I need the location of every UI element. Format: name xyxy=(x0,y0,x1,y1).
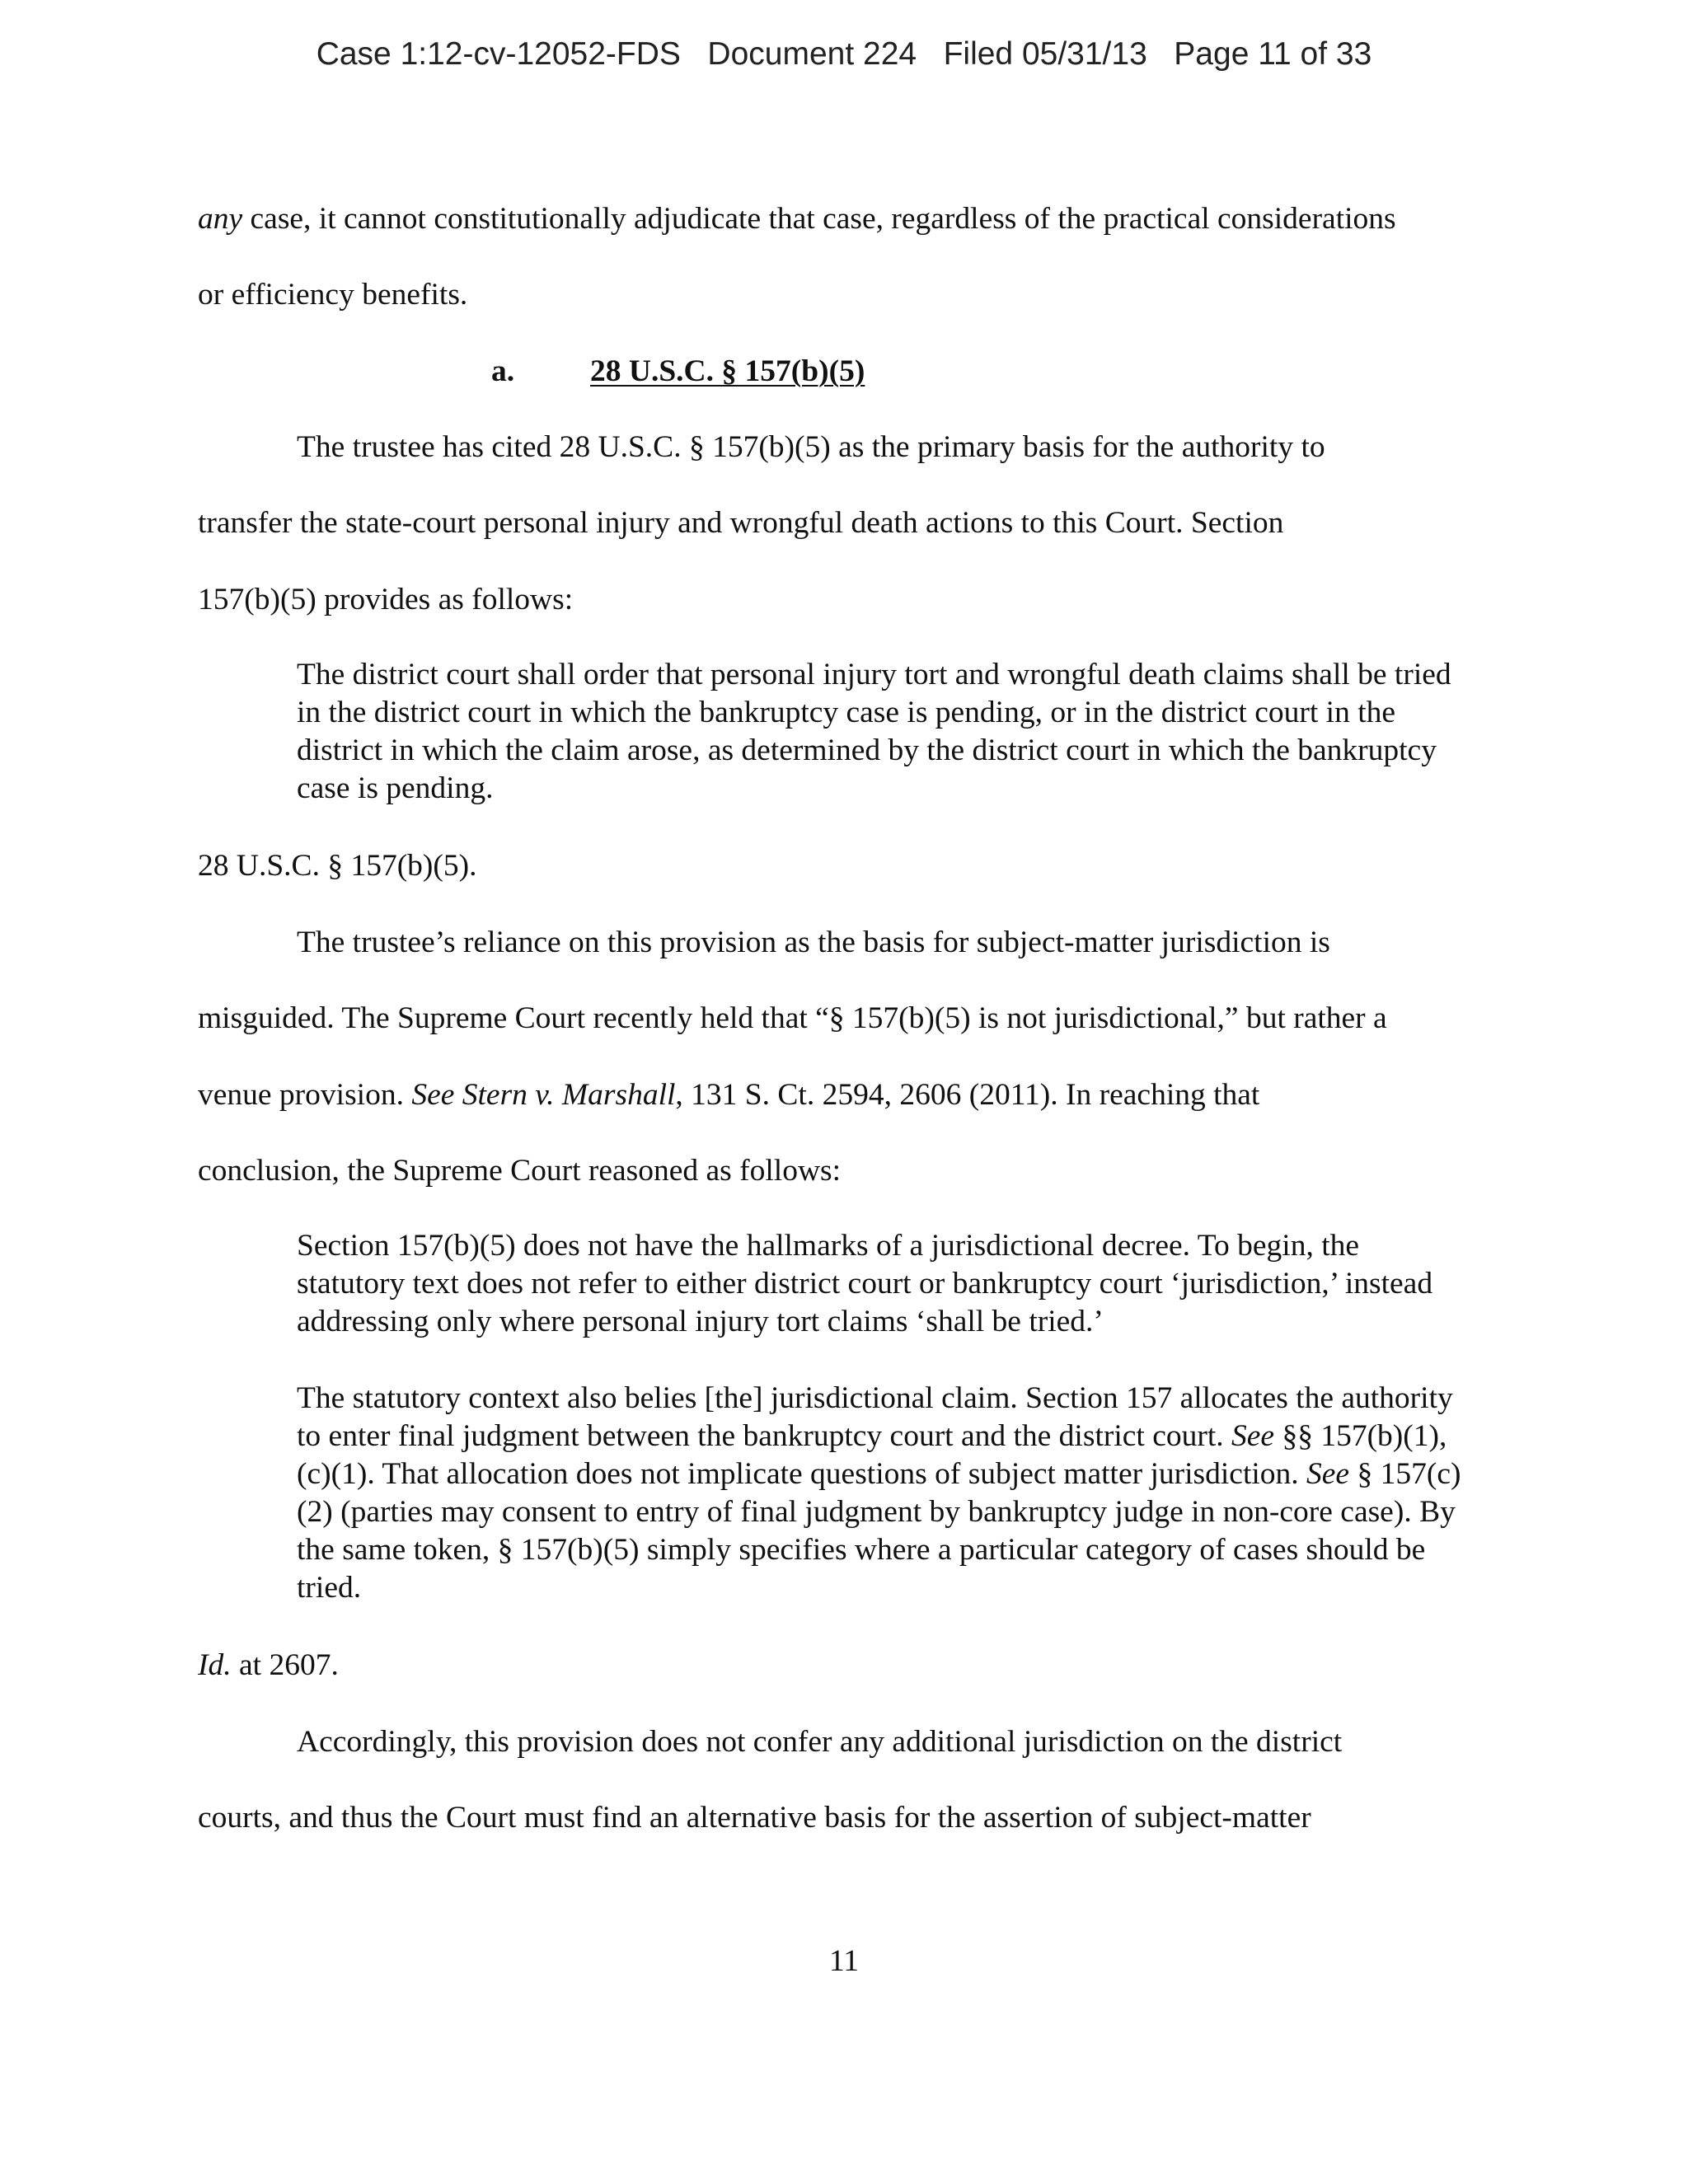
id-citation: Id. xyxy=(198,1648,232,1682)
signal-see: See xyxy=(1306,1457,1350,1491)
body-text: , 131 S. Ct. 2594, 2606 (2011). In reaching that xyxy=(675,1078,1260,1112)
body-line: The trustee has cited 28 U.S.C. § 157(b)(5) as the primary basis for the authority to xyxy=(297,430,1325,464)
body-line: courts, and thus the Court must find an alternative basis for the assertion of subject-matter xyxy=(198,1801,1311,1835)
quote-text: §§ 157(b)(1), (c)(1). That allocation does not implicate questions of subject matter jurisdiction. xyxy=(297,1419,1447,1491)
body-line: 157(b)(5) provides as follows: xyxy=(198,583,574,616)
body-line: Accordingly, this provision does not confer any additional jurisdiction on the district xyxy=(297,1725,1343,1759)
document-number: Document 224 xyxy=(707,36,917,72)
block-quote xyxy=(297,1380,1467,1607)
body-text: venue provision. xyxy=(198,1078,412,1112)
signal-see: See xyxy=(1231,1419,1275,1453)
body-line: misguided. The Supreme Court recently held that “§ 157(b)(5) is not jurisdictional,” but rather a xyxy=(198,1001,1387,1035)
body-line: transfer the state-court personal injury and wrongful death actions to this Court. Section xyxy=(198,506,1284,540)
quote-text: § 157(c)(2) (parties may consent to entry of final judgment by bankruptcy judge in non-core case). By the same token, § 157(b)(5) simply specifies where a particular category of cases should be tried. xyxy=(297,1457,1461,1605)
body-line xyxy=(198,1080,1259,1111)
citation: 28 U.S.C. § 157(b)(5). xyxy=(198,849,477,883)
body-line: or efficiency benefits. xyxy=(198,278,468,312)
quote-text: The statutory context also belies [the] jurisdictional claim. Section 157 allocates the authority to enter final judgment between the bankruptcy court and the district court. xyxy=(297,1381,1453,1453)
case-citation: See Stern v. Marshall xyxy=(411,1078,676,1112)
body-line xyxy=(198,204,1396,235)
block-quote: The district court shall order that personal injury tort and wrongful death claims shall be tried in the district court in which the bankruptcy case is pending, or in the district court in the district in which the claim arose, as determined by the district court in which the bankruptcy case is pending. xyxy=(297,658,1451,805)
case-header xyxy=(0,36,1688,73)
body-text: at 2607. xyxy=(231,1648,339,1682)
body-line: conclusion, the Supreme Court reasoned as follows: xyxy=(198,1154,842,1188)
italic-text: any xyxy=(198,202,243,236)
block-quote: Section 157(b)(5) does not have the hallmarks of a jurisdictional decree. To begin, the statutory text does not refer to either district court or bankruptcy court ‘jurisdiction,’ instead addressing only where personal injury tort claims ‘shall be tried.’ xyxy=(297,1229,1433,1338)
body-text: case, it cannot constitutionally adjudicate that case, regardless of the practical considerations xyxy=(242,202,1396,236)
citation xyxy=(198,1650,339,1681)
section-title: 28 U.S.C. § 157(b)(5) xyxy=(590,354,865,388)
filed-date: Filed 05/31/13 xyxy=(943,36,1147,72)
case-number: Case 1:12-cv-12052-FDS xyxy=(316,36,681,72)
page-info: Page 11 of 33 xyxy=(1174,36,1372,72)
section-letter: a. xyxy=(491,354,515,388)
page-number: 11 xyxy=(828,1944,860,1978)
body-line: The trustee’s reliance on this provision as the basis for subject-matter jurisdiction is xyxy=(297,926,1330,959)
